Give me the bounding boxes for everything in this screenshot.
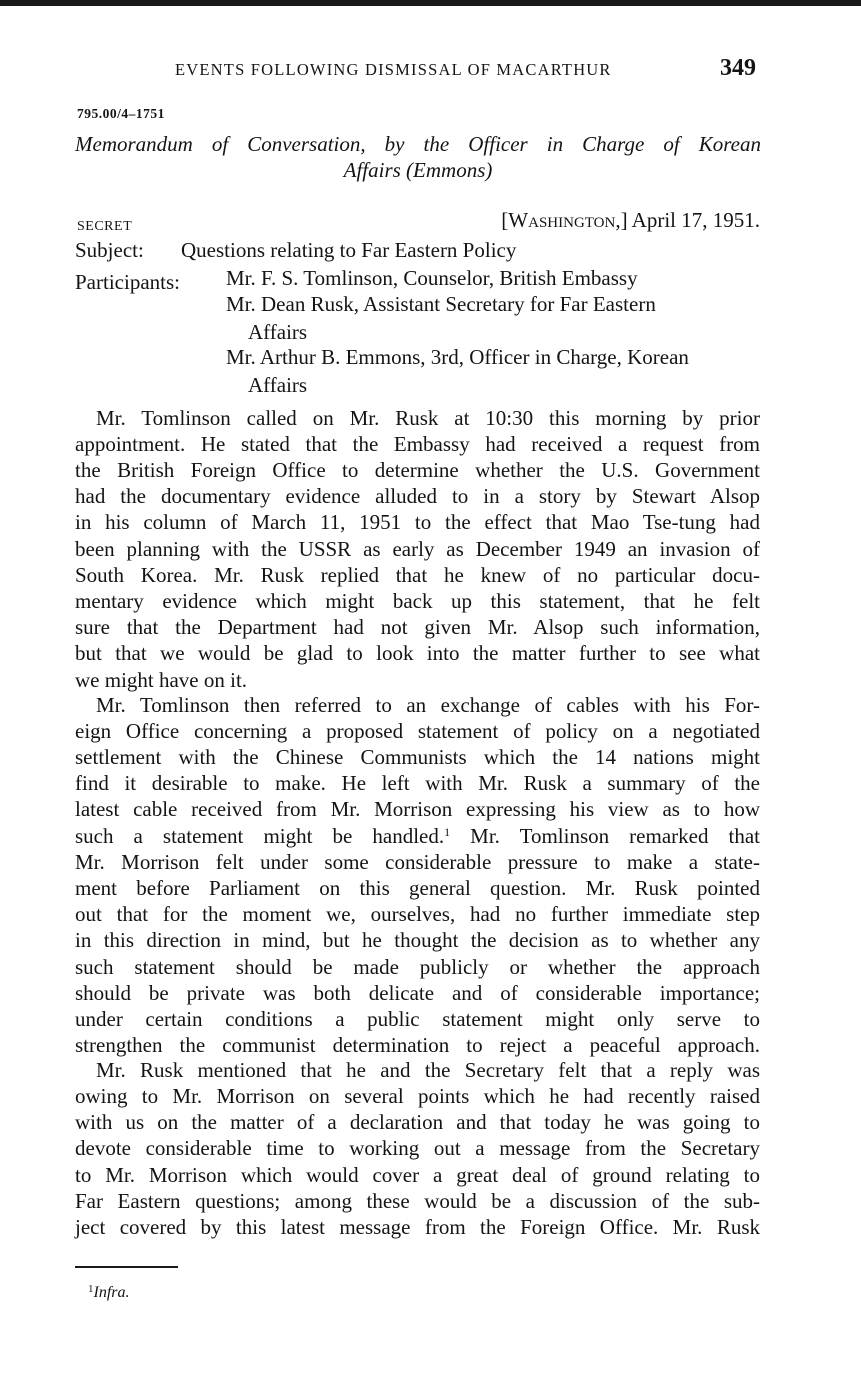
p1-line: but that we would be glad to look into the matter further to see what (75, 641, 760, 665)
p3-line: owing to Mr. Morrison on several points which he had recently raised (75, 1084, 760, 1108)
footnote-text: Infra. (93, 1284, 130, 1301)
p1-line: Mr. Tomlinson called on Mr. Rusk at 10:30 this morning by prior (96, 406, 760, 430)
p2-line: latest cable received from Mr. Morrison expressing his view as to how (75, 797, 760, 821)
p2-line: out that for the moment we, ourselves, had no further immediate step (75, 902, 760, 926)
p3-line: devote considerable time to working out a message from the Secretary (75, 1136, 760, 1160)
running-head: EVENTS FOLLOWING DISMISSAL OF MACARTHUR (175, 60, 612, 79)
p2-line (75, 824, 760, 849)
p2-line-end: Mr. Tomlinson remarked that (450, 824, 761, 848)
dateline-place: [Washington,] (501, 208, 628, 232)
participants-label: Participants: (75, 270, 180, 294)
dateline (501, 208, 760, 233)
p1-line: mentary evidence which might back up this statement, that he felt (75, 589, 760, 613)
p2-line: find it desirable to make. He left with Mr. Rusk a summary of the (75, 771, 760, 795)
memo-title-line-2: Affairs (Emmons) (343, 158, 493, 182)
p1-line: appointment. He stated that the Embassy had received a request from (75, 432, 760, 456)
p2-line: should be private was both delicate and of considerable importance; (75, 981, 760, 1005)
p3-line: Mr. Rusk mentioned that he and the Secretary felt that a reply was (96, 1058, 760, 1082)
p2-line: strengthen the communist determination to reject a peaceful approach. (75, 1033, 760, 1057)
footnote-reference: 1 (444, 825, 451, 839)
p2-line: such statement should be made publicly or whether the approach (75, 955, 760, 979)
dateline-date: April 17, 1951. (631, 208, 760, 232)
p2-line: Mr. Tomlinson then referred to an exchange of cables with his For- (96, 693, 760, 717)
p2-line: eign Office concerning a proposed statement of policy on a negotiated (75, 719, 760, 743)
p1-line: we might have on it. (75, 668, 248, 692)
p3-line: ject covered by this latest message from the Foreign Office. Mr. Rusk (75, 1215, 760, 1239)
p2-line: settlement with the Chinese Communists which the 14 nations might (75, 745, 760, 769)
p1-line: had the documentary evidence alluded to in a story by Stewart Alsop (75, 484, 760, 508)
p2-line: ment before Parliament on this general question. Mr. Rusk pointed (75, 876, 760, 900)
p2-line: under certain conditions a public statement might only serve to (75, 1007, 760, 1031)
file-number: 795.00/4–1751 (77, 106, 165, 121)
memo-title-line-1: Memorandum of Conversation, by the Officer in Charge of Korean (75, 132, 761, 156)
p1-line: been planning with the USSR as early as December 1949 an invasion of (75, 537, 760, 561)
footnote (88, 1283, 130, 1302)
p1-line: the British Foreign Office to determine whether the U.S. Government (75, 458, 760, 482)
p1-line: sure that the Department had not given Mr. Alsop such information, (75, 615, 760, 639)
page-number: 349 (720, 55, 756, 81)
p3-line: to Mr. Morrison which would cover a great deal of ground relating to (75, 1163, 760, 1187)
subject-label: Subject: (75, 238, 144, 262)
p2-line-start: such a statement might be handled. (75, 824, 445, 848)
participant-rusk-cont: Affairs (248, 320, 308, 344)
footnote-divider (75, 1266, 178, 1268)
participant-emmons: Mr. Arthur B. Emmons, 3rd, Officer in Charge, Korean (226, 345, 689, 369)
p3-line: with us on the matter of a declaration and that today he was going to (75, 1110, 760, 1134)
p1-line: South Korea. Mr. Rusk replied that he knew of no particular docu- (75, 563, 760, 587)
participant-tomlinson: Mr. F. S. Tomlinson, Counselor, British Embassy (226, 266, 638, 290)
footnote-marker: 1 (88, 1283, 94, 1295)
p2-line: Mr. Morrison felt under some considerable pressure to make a state- (75, 850, 760, 874)
p3-line: Far Eastern questions; among these would be a discussion of the sub- (75, 1189, 760, 1213)
p2-line: in this direction in mind, but he thought the decision as to whether any (75, 928, 760, 952)
p1-line: in his column of March 11, 1951 to the effect that Mao Tse-tung had (75, 510, 760, 534)
participant-emmons-cont: Affairs (248, 373, 308, 397)
subject-text: Questions relating to Far Eastern Policy (181, 238, 517, 262)
participant-rusk: Mr. Dean Rusk, Assistant Secretary for Far Eastern (226, 292, 656, 316)
top-border (0, 0, 861, 6)
classification-label: SECRET (77, 219, 133, 234)
